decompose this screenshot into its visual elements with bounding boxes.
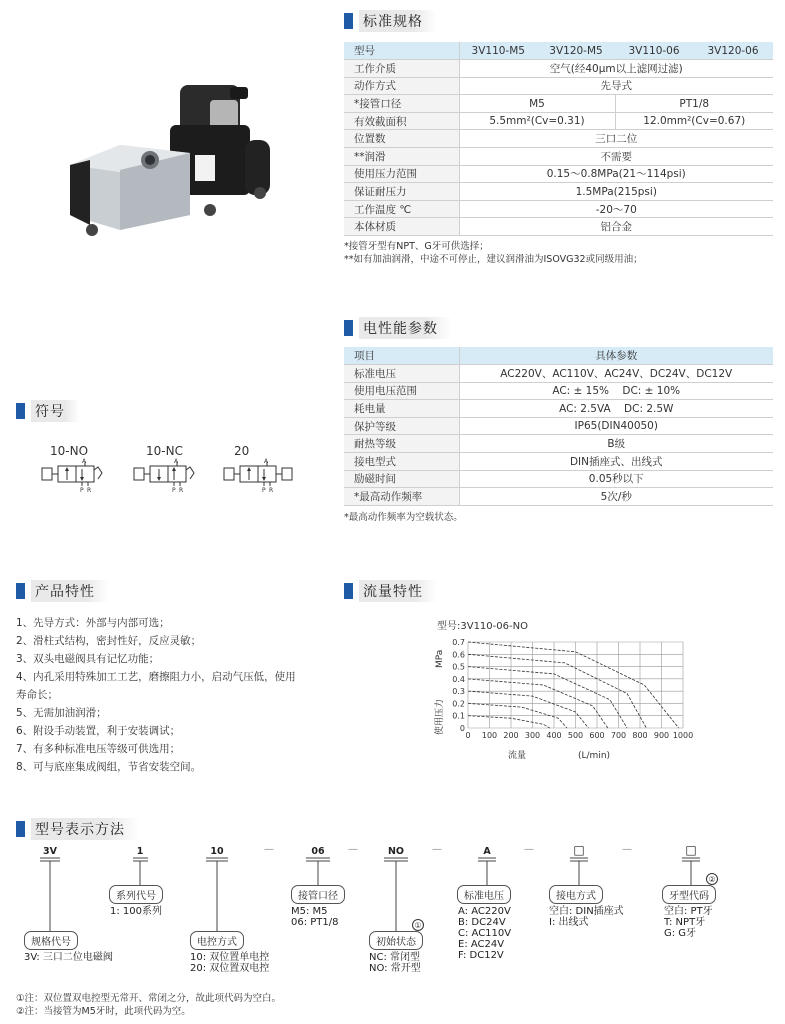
solenoid-valve-photo [60,65,290,245]
x-tick-label: 500 [567,731,584,740]
footnote-marker-1: ① [412,919,424,931]
code-desc-line: 10: 双位置单电控 [190,952,270,963]
code-separator: — [432,844,442,855]
spec-row-label: 本体材质 [344,218,459,236]
valve-symbol-10-nc [130,458,200,494]
electrical-row [344,435,773,453]
y-tick-label: 0.1 [452,711,465,721]
spec-table [344,42,773,236]
code-desc-line: 空白: DIN插座式 [549,906,624,917]
electrical-header-label: 项目 [344,347,459,365]
port-label-a: A [82,458,87,465]
spec-row-value: 12.0mm²(Cv=0.67) [615,112,773,130]
electrical-row-label: 标准电压 [344,365,459,383]
electrical-section-header [344,318,452,338]
x-tick-label: 600 [589,731,605,740]
port-label-p: P [172,487,176,494]
y-tick-label: 0 [459,724,465,733]
y-tick-label: 0.6 [452,650,465,660]
spec-row-label: 有效截面积 [344,112,459,130]
code-desc-line: T: NPT牙 [664,917,706,928]
section-marker [16,403,25,419]
code-separator: — [622,844,632,855]
section-marker [16,583,25,599]
electrical-row-value: DIN插座式、出线式 [459,453,773,471]
electrical-row-label: 励磁时间 [344,470,459,488]
footnote-1: ①注：双位置双电控型无常开、常闭之分，故此项代码为空白。 [16,993,282,1004]
spec-row [344,183,773,201]
code-desc-control [190,952,269,974]
code-segment: 10 [210,846,224,857]
y-tick-label: 0.4 [452,674,465,684]
feature-item: 4、内孔采用特殊加工工艺，磨擦阻力小，启动气压低，使用 [16,671,296,683]
symbol-label-20: 20 [234,444,250,458]
spec-row [344,148,773,166]
x-tick-label: 0 [465,731,471,740]
electrical-row-value: AC: 2.5VA DC: 2.5W [459,400,773,418]
code-desc-initial-state [369,952,421,974]
y-axis-unit: MPa [435,649,445,668]
spec-model-col: 3V120-06 [693,42,773,60]
flow-section-title: 流量特性 [359,580,437,602]
flow-curve [468,667,627,728]
footnote-marker-2: ② [706,873,718,885]
section-marker [344,583,353,599]
feature-item: 8、可与底座集成阀组，节省安装空间。 [16,761,202,773]
electrical-row-label: 使用电压范围 [344,382,459,400]
y-axis-label: 使用压力 [435,698,445,735]
electrical-row-value: AC220V、AC110V、AC24V、DC24V、DC12V [459,365,773,383]
code-box-initial-state: 初始状态 [369,931,423,950]
spec-row-label: 动作方式 [344,77,459,95]
spec-row-label: 保证耐压力 [344,183,459,201]
electrical-row [344,382,773,400]
electrical-row-value: 5次/秒 [459,488,773,506]
code-desc-line: I: 出线式 [549,917,589,928]
port-label-p: P [262,487,266,494]
spec-row [344,112,773,130]
electrical-row-value: AC: ± 15% DC: ± 10% [459,382,773,400]
footnote-2: ②注：当接管为M5牙时，此项代码为空。 [16,1006,191,1017]
electrical-row-label: *最高动作频率 [344,488,459,506]
code-desc-line: A: AC220V [458,906,511,917]
features-list [16,614,316,776]
port-label-r: R [87,487,92,494]
spec-row-value: 0.15～0.8MPa(21～114psi) [459,165,773,183]
spec-notes [344,240,643,266]
y-tick-label: 0.2 [452,699,465,709]
code-desc-voltage [458,906,511,961]
flow-model-label: 型号:3V110-06-NO [437,621,528,632]
code-desc-line: 1: 100系列 [110,906,162,917]
spec-row-label: 位置数 [344,130,459,148]
x-tick-label: 100 [481,731,498,740]
spec-row-value: 三口二位 [459,130,773,148]
code-box-control: 电控方式 [190,931,244,950]
code-box-series: 系列代号 [109,885,163,904]
code-desc-port [291,906,339,928]
x-tick-label: 700 [610,731,627,740]
symbol-label-10-nc: 10-NC [146,444,183,458]
spec-row-label: *接管口径 [344,95,459,113]
spec-row-value: M5 [459,95,615,113]
spec-row-value: 5.5mm²(Cv=0.31) [459,112,615,130]
code-desc-line: 06: PT1/8 [291,917,339,928]
code-desc-line: E: AC24V [458,939,505,950]
symbol-section-title: 符号 [31,400,79,422]
code-desc-line: B: DC24V [458,917,506,928]
code-desc-line: NO: 常开型 [369,963,421,974]
section-marker [344,13,353,29]
code-box-voltage: 标准电压 [457,885,511,904]
code-desc-line: 3V: 三口二位电磁阀 [24,952,113,963]
electrical-row-value: IP65(DIN40050) [459,417,773,435]
valve-symbol-10-no [38,458,108,494]
code-desc-thread [664,906,713,939]
model-code-section-title: 型号表示方法 [31,818,139,840]
feature-item: 5、无需加油润滑； [16,707,107,719]
electrical-row-label: 保护等级 [344,417,459,435]
code-desc-series [110,906,162,917]
spec-row-label: 工作介质 [344,60,459,78]
electrical-row-label: 耗电量 [344,400,459,418]
electrical-section-title: 电性能参数 [359,317,452,339]
spec-note: *接管牙型有NPT、G牙可供选择； [344,241,489,252]
electrical-table [344,347,773,506]
code-separator: — [348,844,358,855]
spec-header-row [344,42,773,60]
spec-row-value: 铝合金 [459,218,773,236]
spec-row [344,77,773,95]
spec-row [344,218,773,236]
feature-item: 寿命长； [16,689,58,701]
x-axis-unit: (L/min) [578,751,611,761]
spec-row-value: 空气(经40μm以上滤网过滤) [459,60,773,78]
code-segment: □ [685,843,697,857]
spec-row-value: -20～70 [459,200,773,218]
flow-section-header [344,581,437,601]
y-tick-label: 0.5 [452,662,465,672]
electrical-row-value: 0.05秒以下 [459,470,773,488]
spec-note: **如有加油润滑，中途不可停止，建议润滑油为ISOVG32或同级用油； [344,254,643,265]
spec-section-header [344,11,437,31]
electrical-row-value: B级 [459,435,773,453]
spec-row-value: 不需要 [459,148,773,166]
code-desc-line: M5: M5 [291,906,328,917]
electrical-header-value: 具体参数 [459,347,773,365]
port-label-r: R [179,487,184,494]
flow-curve [468,716,550,728]
code-separator: — [264,844,274,855]
code-segment: A [483,846,491,857]
electrical-row [344,417,773,435]
feature-item: 2、滑柱式结构，密封性好，反应灵敏； [16,635,202,647]
spec-row-label: 工作温度 ℃ [344,200,459,218]
spec-row [344,95,773,113]
code-desc-line: C: AC110V [458,928,512,939]
features-section-title: 产品特性 [31,580,109,602]
spec-model-col: 3V120-M5 [537,42,615,60]
electrical-row [344,453,773,471]
code-desc-line: F: DC12V [458,950,504,961]
y-tick-label: 0.7 [452,638,465,647]
code-segment: 1 [136,846,144,857]
code-desc-line: G: G牙 [664,928,697,939]
electrical-row [344,470,773,488]
x-axis-label: 流量 [508,751,527,761]
symbol-label-10-no: 10-NO [50,444,89,458]
spec-section-title: 标准规格 [359,10,437,32]
code-box-port: 接管口径 [291,885,345,904]
y-tick-label: 0.3 [452,687,465,697]
code-segment: □ [573,843,585,857]
port-label-r: R [269,487,274,494]
feature-item: 7、有多种标准电压等级可供选用； [16,743,181,755]
symbol-section-header [16,401,79,421]
port-label-a: A [174,458,179,465]
code-segment: 3V [43,846,57,857]
x-tick-label: 900 [653,731,670,740]
code-segment: 06 [311,846,325,857]
electrical-row [344,400,773,418]
port-label-p: P [80,487,84,494]
spec-model-col: 3V110-06 [615,42,693,60]
valve-symbol-20 [220,458,296,494]
spec-row [344,200,773,218]
electrical-row-label: 耐热等级 [344,435,459,453]
section-marker [344,320,353,336]
x-tick-label: 300 [524,731,541,740]
code-box-thread: 牙型代码 [662,885,716,904]
electrical-header-row [344,347,773,365]
x-tick-label: 400 [546,731,562,740]
code-desc-line: NC: 常闭型 [369,952,421,963]
spec-row-value: PT1/8 [615,95,773,113]
electrical-row-label: 接电型式 [344,453,459,471]
spec-row [344,165,773,183]
code-desc-connection [549,906,624,928]
code-box-spec: 规格代号 [24,931,78,950]
feature-item: 6、附设手动装置，利于安装调试； [16,725,181,737]
flow-curve [468,642,679,728]
code-box-connection: 接电方式 [549,885,603,904]
x-tick-label: 1000 [672,731,694,740]
code-desc-line: 空白: PT牙 [664,906,713,917]
x-tick-label: 800 [632,731,648,740]
flow-characteristic-chart [428,630,698,765]
code-desc-line: 20: 双位置双电控 [190,963,270,974]
section-marker [16,821,25,837]
electrical-row [344,365,773,383]
spec-row [344,60,773,78]
model-code-section-header [16,819,139,839]
port-label-a: A [264,458,269,465]
code-desc-spec [24,952,113,963]
x-tick-label: 200 [503,731,519,740]
spec-row-value: 1.5MPa(215psi) [459,183,773,201]
spec-row [344,130,773,148]
feature-item: 3、双头电磁阀具有记忆功能； [16,653,160,665]
spec-model-col: 3V110-M5 [459,42,537,60]
electrical-note: *最高动作频率为空载状态。 [344,512,463,523]
spec-row-label: **润滑 [344,148,459,166]
spec-row-label: 使用压力范围 [344,165,459,183]
spec-header-label: 型号 [344,42,459,60]
features-section-header [16,581,109,601]
code-separator: — [524,844,534,855]
spec-row-value: 先导式 [459,77,773,95]
code-segment: NO [387,846,405,857]
feature-item: 1、先导方式：外部与内部可选； [16,617,170,629]
electrical-row [344,488,773,506]
